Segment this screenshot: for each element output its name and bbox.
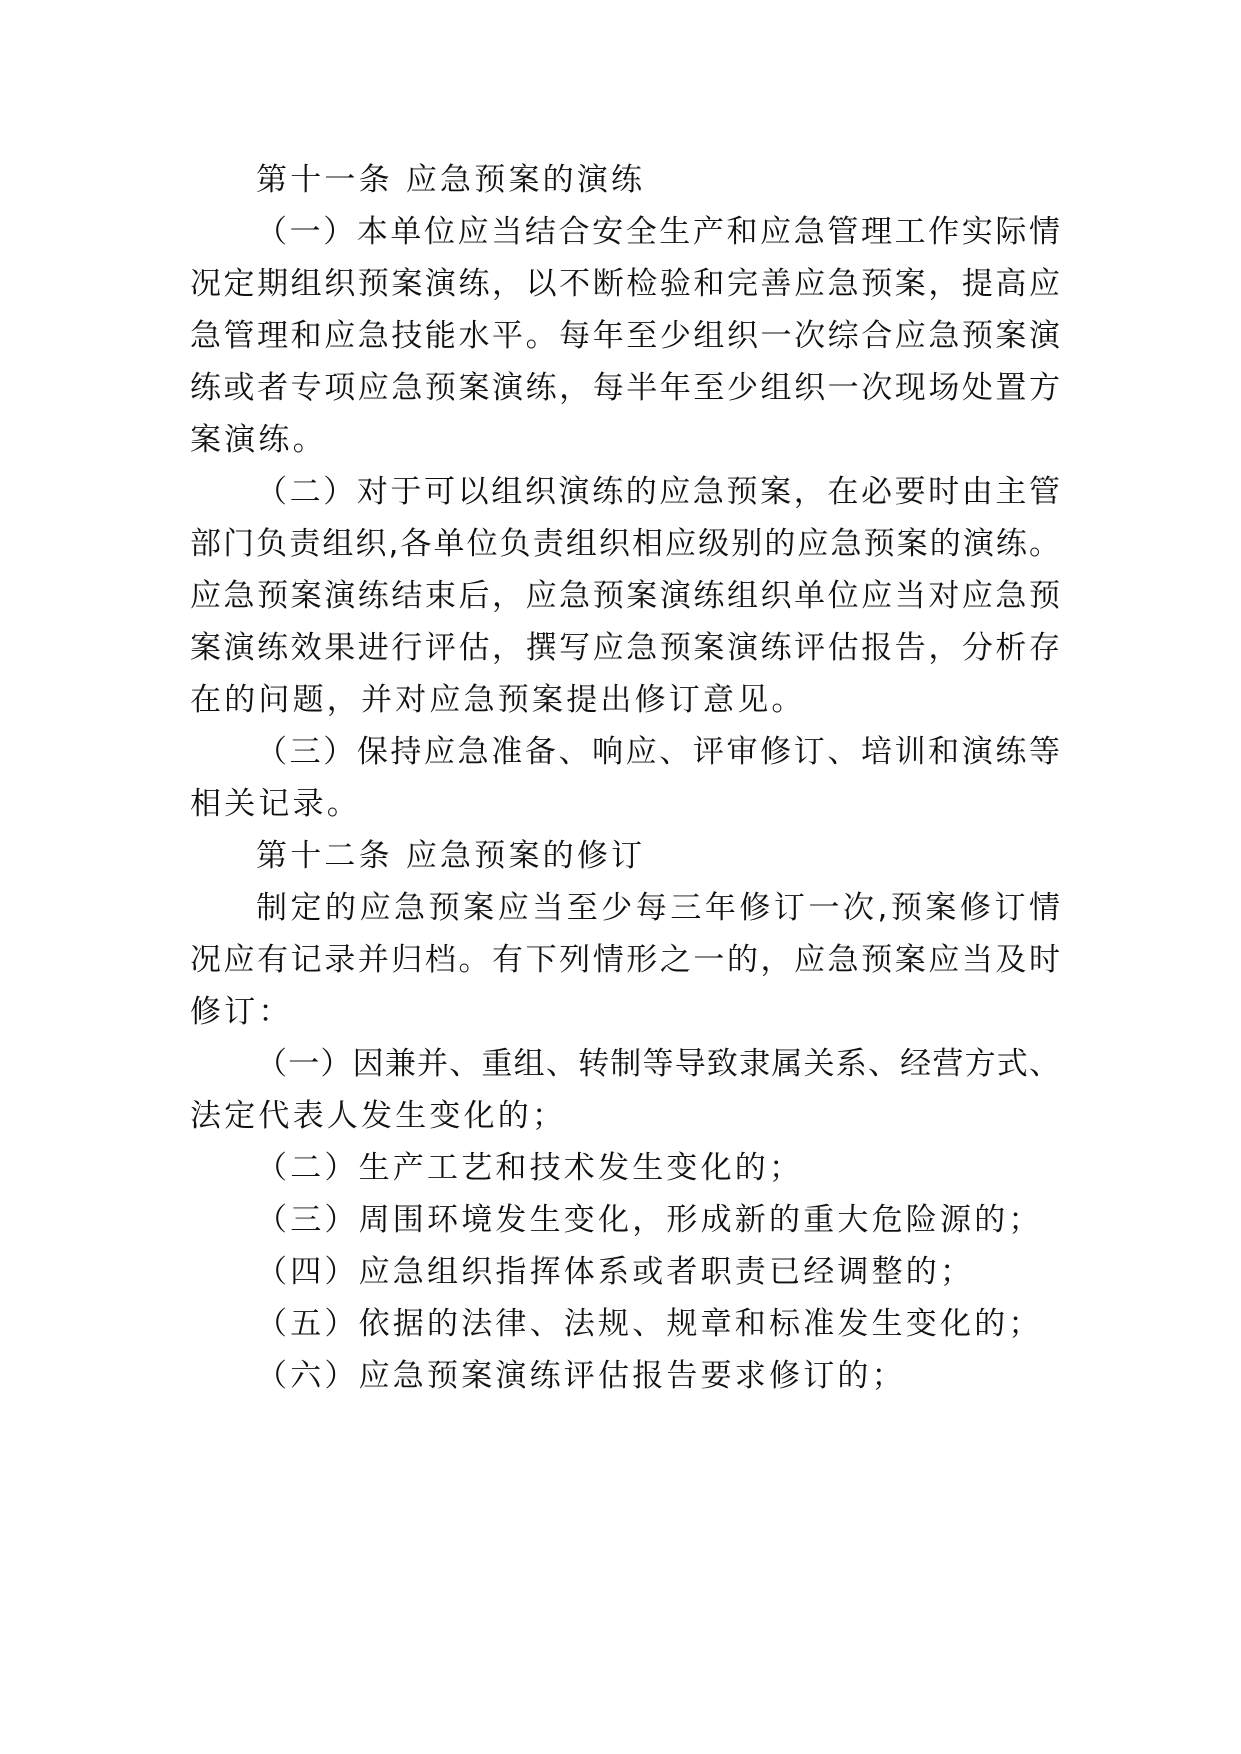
list-item: （五）依据的法律、法规、规章和标准发生变化的；	[256, 1306, 1043, 1342]
paragraph-line: 制定的应急预案应当至少每三年修订一次,预案修订情	[256, 890, 1060, 926]
paragraph-line: 况应有记录并归档。有下列情形之一的，应急预案应当及时	[190, 942, 1060, 978]
article-11-heading: 第十一条 应急预案的演练	[256, 162, 646, 198]
list-item-continuation: 法定代表人发生变化的；	[190, 1098, 567, 1134]
paragraph-line: 案演练。	[190, 422, 327, 458]
list-item: （六）应急预案演练评估报告要求修订的；	[256, 1358, 906, 1394]
paragraph-line: 相关记录。	[190, 786, 361, 822]
paragraph-line: 况定期组织预案演练，以不断检验和完善应急预案，提高应	[190, 266, 1060, 302]
paragraph-line: （一）本单位应当结合安全生产和应急管理工作实际情	[256, 214, 1060, 250]
paragraph-line: （三）保持应急准备、响应、评审修订、培训和演练等	[256, 734, 1060, 770]
list-item: （三）周围环境发生变化，形成新的重大危险源的；	[256, 1202, 1043, 1238]
list-item: （一）因兼并、重组、转制等导致隶属关系、经营方式、	[256, 1046, 1060, 1082]
paragraph-line: 应急预案演练结束后，应急预案演练组织单位应当对应急预	[190, 578, 1060, 614]
paragraph-line: 修订：	[190, 994, 293, 1030]
paragraph-line: 部门负责组织,各单位负责组织相应级别的应急预案的演练。	[190, 526, 1060, 562]
paragraph-line: 急管理和应急技能水平。每年至少组织一次综合应急预案演	[190, 318, 1060, 354]
paragraph-line: 练或者专项应急预案演练，每半年至少组织一次现场处置方	[190, 370, 1060, 406]
list-item: （二）生产工艺和技术发生变化的；	[256, 1150, 804, 1186]
paragraph-line: 在的问题，并对应急预案提出修订意见。	[190, 682, 806, 718]
article-12-heading: 第十二条 应急预案的修订	[256, 838, 646, 874]
list-item: （四）应急组织指挥体系或者职责已经调整的；	[256, 1254, 975, 1290]
paragraph-line: （二）对于可以组织演练的应急预案，在必要时由主管	[256, 474, 1060, 510]
paragraph-line: 案演练效果进行评估，撰写应急预案演练评估报告，分析存	[190, 630, 1060, 666]
